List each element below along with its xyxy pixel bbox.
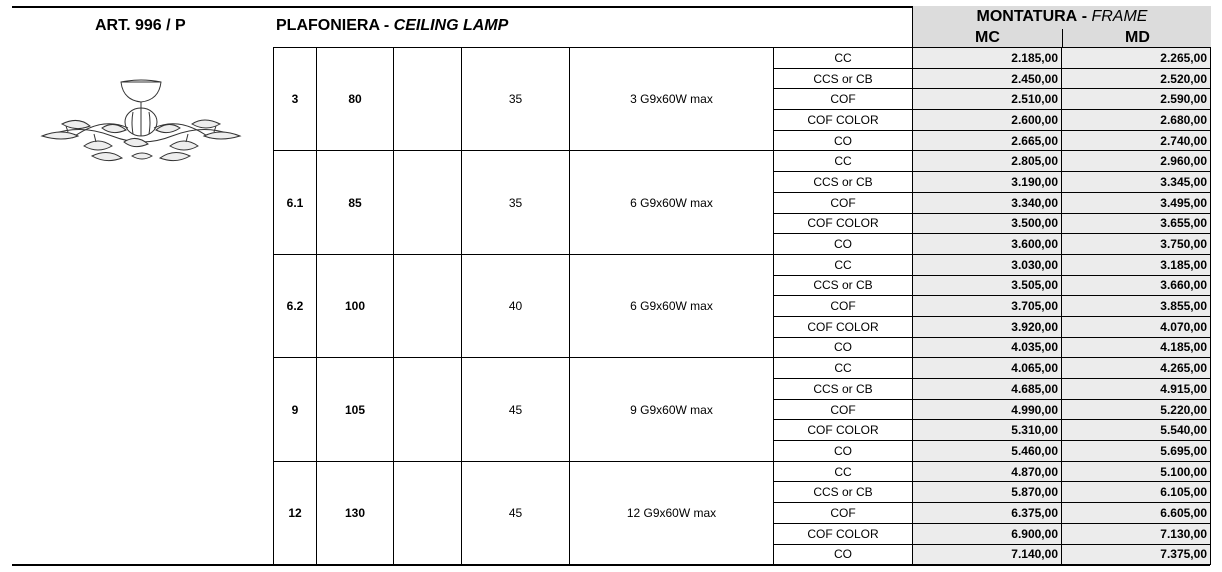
price-md-cell: 4.070,00 <box>1062 316 1211 337</box>
finish-cell: COF <box>774 192 913 213</box>
price-md-cell: 2.590,00 <box>1062 89 1211 110</box>
price-md-cell: 3.495,00 <box>1062 192 1211 213</box>
finish-cell: CO <box>774 544 913 565</box>
finish-cell: CC <box>774 48 913 69</box>
price-mc-cell: 3.505,00 <box>913 275 1062 296</box>
finish-cell: COF <box>774 399 913 420</box>
price-md-cell: 7.130,00 <box>1062 523 1211 544</box>
price-md-cell: 2.520,00 <box>1062 68 1211 89</box>
blank-cell <box>394 358 462 461</box>
price-md-cell: 2.680,00 <box>1062 110 1211 131</box>
lights-count-cell: 9 <box>274 358 317 461</box>
price-md-cell: 3.655,00 <box>1062 213 1211 234</box>
bulb-cell: 12 G9x60W max <box>570 461 774 564</box>
price-md-cell: 4.915,00 <box>1062 379 1211 400</box>
price-mc-cell: 2.805,00 <box>913 151 1062 172</box>
title-italian: PLAFONIERA <box>276 17 380 34</box>
price-md-cell: 4.185,00 <box>1062 337 1211 358</box>
column-mc: MC <box>975 29 1000 46</box>
finish-cell: COF COLOR <box>774 316 913 337</box>
finish-cell: CO <box>774 441 913 462</box>
lights-count-cell: 3 <box>274 48 317 151</box>
price-md-cell: 2.740,00 <box>1062 130 1211 151</box>
blank-cell <box>394 254 462 357</box>
price-md-cell: 4.265,00 <box>1062 358 1211 379</box>
price-mc-cell: 2.665,00 <box>913 130 1062 151</box>
height-cell: 35 <box>462 151 570 254</box>
price-md-cell: 7.375,00 <box>1062 544 1211 565</box>
price-mc-cell: 3.600,00 <box>913 234 1062 255</box>
finish-cell: CC <box>774 151 913 172</box>
finish-cell: COF COLOR <box>774 523 913 544</box>
price-mc-cell: 2.185,00 <box>913 48 1062 69</box>
table-row <box>274 151 1211 172</box>
price-md-cell: 3.750,00 <box>1062 234 1211 255</box>
finish-cell: CO <box>774 130 913 151</box>
price-mc-cell: 5.870,00 <box>913 482 1062 503</box>
lights-count-cell: 6.2 <box>274 254 317 357</box>
blank-cell <box>394 151 462 254</box>
diameter-cell: 80 <box>317 48 394 151</box>
finish-cell: COF <box>774 89 913 110</box>
finish-cell: COF COLOR <box>774 420 913 441</box>
diameter-cell: 100 <box>317 254 394 357</box>
finish-cell: CCS or CB <box>774 482 913 503</box>
lights-count-cell: 12 <box>274 461 317 564</box>
bulb-cell: 3 G9x60W max <box>570 48 774 151</box>
price-mc-cell: 2.600,00 <box>913 110 1062 131</box>
price-mc-cell: 5.310,00 <box>913 420 1062 441</box>
price-md-cell: 2.265,00 <box>1062 48 1211 69</box>
price-mc-cell: 5.460,00 <box>913 441 1062 462</box>
diameter-cell: 130 <box>317 461 394 564</box>
price-mc-cell: 3.190,00 <box>913 172 1062 193</box>
finish-cell: COF COLOR <box>774 110 913 131</box>
price-md-cell: 5.695,00 <box>1062 441 1211 462</box>
finish-cell: COF <box>774 296 913 317</box>
diameter-cell: 85 <box>317 151 394 254</box>
table-row <box>274 461 1211 482</box>
table-row <box>274 254 1211 275</box>
finish-cell: CC <box>774 358 913 379</box>
price-mc-cell: 2.450,00 <box>913 68 1062 89</box>
finish-cell: CC <box>774 461 913 482</box>
column-md: MD <box>1062 29 1212 47</box>
table-row <box>274 48 1211 69</box>
finish-cell: COF COLOR <box>774 213 913 234</box>
frame-separator: - <box>1081 8 1088 25</box>
price-md-cell: 3.185,00 <box>1062 254 1211 275</box>
price-mc-cell: 2.510,00 <box>913 89 1062 110</box>
price-md-cell: 2.960,00 <box>1062 151 1211 172</box>
price-mc-cell: 6.900,00 <box>913 523 1062 544</box>
title-separator: - <box>383 17 390 34</box>
finish-cell: CCS or CB <box>774 172 913 193</box>
price-md-cell: 3.660,00 <box>1062 275 1211 296</box>
blank-cell <box>394 461 462 564</box>
blank-cell <box>394 48 462 151</box>
price-mc-cell: 3.340,00 <box>913 192 1062 213</box>
price-md-cell: 3.855,00 <box>1062 296 1211 317</box>
price-mc-cell: 4.990,00 <box>913 399 1062 420</box>
height-cell: 45 <box>462 358 570 461</box>
finish-cell: CO <box>774 337 913 358</box>
height-cell: 40 <box>462 254 570 357</box>
ceiling-lamp-illustration <box>32 76 250 168</box>
finish-cell: CCS or CB <box>774 379 913 400</box>
finish-cell: CC <box>774 254 913 275</box>
price-md-cell: 6.105,00 <box>1062 482 1211 503</box>
frame-header <box>912 6 1211 48</box>
height-cell: 35 <box>462 48 570 151</box>
price-mc-cell: 3.705,00 <box>913 296 1062 317</box>
price-md-cell: 5.100,00 <box>1062 461 1211 482</box>
price-mc-cell: 4.065,00 <box>913 358 1062 379</box>
finish-cell: CO <box>774 234 913 255</box>
bulb-cell: 6 G9x60W max <box>570 151 774 254</box>
price-table <box>273 47 1211 565</box>
finish-cell: COF <box>774 503 913 524</box>
product-title <box>276 17 508 35</box>
frame-title <box>913 8 1211 26</box>
price-mc-cell: 4.685,00 <box>913 379 1062 400</box>
price-mc-cell: 4.870,00 <box>913 461 1062 482</box>
price-md-cell: 3.345,00 <box>1062 172 1211 193</box>
price-mc-cell: 3.920,00 <box>913 316 1062 337</box>
price-mc-cell: 3.500,00 <box>913 213 1062 234</box>
height-cell: 45 <box>462 461 570 564</box>
price-mc-cell: 3.030,00 <box>913 254 1062 275</box>
frame-english: FRAME <box>1091 8 1148 25</box>
finish-cell: CCS or CB <box>774 275 913 296</box>
article-code: ART. 996 / P <box>95 17 186 34</box>
frame-italian: MONTATURA <box>976 8 1078 25</box>
price-mc-cell: 7.140,00 <box>913 544 1062 565</box>
price-md-cell: 5.220,00 <box>1062 399 1211 420</box>
price-mc-cell: 6.375,00 <box>913 503 1062 524</box>
price-mc-cell: 4.035,00 <box>913 337 1062 358</box>
bulb-cell: 9 G9x60W max <box>570 358 774 461</box>
price-md-cell: 6.605,00 <box>1062 503 1211 524</box>
title-english: CEILING LAMP <box>393 17 509 34</box>
table-row <box>274 358 1211 379</box>
bulb-cell: 6 G9x60W max <box>570 254 774 357</box>
price-md-cell: 5.540,00 <box>1062 420 1211 441</box>
diameter-cell: 105 <box>317 358 394 461</box>
finish-cell: CCS or CB <box>774 68 913 89</box>
lights-count-cell: 6.1 <box>274 151 317 254</box>
